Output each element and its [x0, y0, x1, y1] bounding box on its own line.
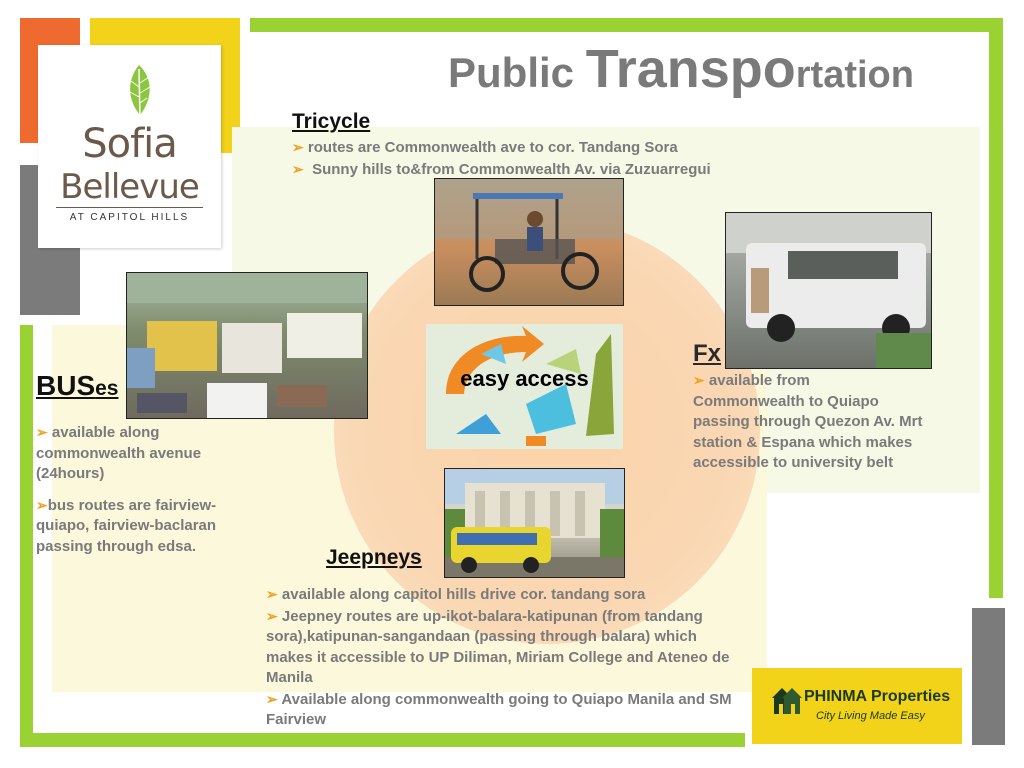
bullet-arrow-icon: ➢ [292, 160, 304, 177]
buses-item: ➢ available along commonwealth avenue (24hours) [36, 424, 202, 482]
jeepneys-item: ➢ available along capitol hills drive cor. tandang sora [266, 586, 646, 603]
jeepney-photo [444, 468, 625, 578]
bullet-arrow-icon: ➢ [266, 690, 278, 707]
fx-text: ➢ available from Commonwealth to Quiapo passing through Quezon Av. Mrt station & Espana which makes accessible to university belt [693, 372, 923, 471]
phinma-house-icon [770, 684, 802, 716]
fx-heading: Fx [693, 340, 722, 367]
page-title [448, 38, 914, 100]
decor-green-bar-right [989, 18, 1003, 598]
tricycle-list [292, 137, 792, 180]
title-part-2: Transpo [585, 39, 796, 99]
phinma-logo [752, 668, 962, 744]
decor-gray-block-bottom [972, 608, 1005, 745]
jeepneys-heading: Jeepneys [326, 546, 422, 569]
logo-name-bellevue: Bellevue [60, 167, 199, 207]
sofia-bellevue-logo [38, 45, 221, 248]
bullet-arrow-icon: ➢ [292, 139, 304, 155]
bullet-arrow-icon: ➢ [266, 586, 278, 602]
tricycle-item: ➢ Sunny hills to&from Commonwealth Av. via Zuzuarregui [292, 160, 711, 178]
leaf-icon [122, 63, 156, 123]
easy-access-label: easy access [460, 366, 589, 391]
easy-access-graphic [426, 324, 623, 449]
tricycle-heading: Tricycle [292, 110, 371, 133]
decor-green-bar-bottom [20, 733, 745, 747]
buses-item: ➢bus routes are fairview-quiapo, fairview-baclaran passing through edsa. [36, 496, 217, 555]
phinma-name: PHINMA Properties [804, 688, 951, 705]
jeepneys-item: ➢ Jeepney routes are up-ikot-balara-katipunan (from tandang sora),katipunan-sangandaan (passing through balara) which makes it accessible to UP Diliman, Miriam College and Ateneo de Manila [266, 607, 730, 686]
decor-green-bar-left [20, 325, 33, 747]
bullet-arrow-icon: ➢ [36, 424, 48, 440]
title-part-1: Public [448, 49, 586, 96]
logo-subtitle: AT CAPITOL HILLS [69, 212, 190, 223]
logo-divider [56, 207, 203, 208]
fx-photo [725, 212, 932, 369]
tricycle-item: ➢ routes are Commonwealth ave to cor. Tandang Sora [292, 139, 678, 156]
jeepneys-item: ➢ Available along commonwealth going to Quiapo Manila and SM Fairview [266, 690, 732, 728]
decor-green-bar-top [250, 18, 1003, 32]
phinma-tagline: City Living Made Easy [816, 710, 925, 722]
buses-photo [126, 272, 368, 419]
bullet-arrow-icon: ➢ [36, 496, 48, 513]
title-part-3: rtation [795, 54, 914, 96]
bullet-arrow-icon: ➢ [693, 372, 705, 388]
buses-heading: BUSes [36, 370, 119, 401]
bullet-arrow-icon: ➢ [266, 607, 278, 624]
jeepneys-list [266, 584, 736, 731]
buses-list [36, 422, 236, 557]
logo-name-sofia: Sofia [82, 121, 177, 167]
tricycle-photo [434, 178, 624, 306]
